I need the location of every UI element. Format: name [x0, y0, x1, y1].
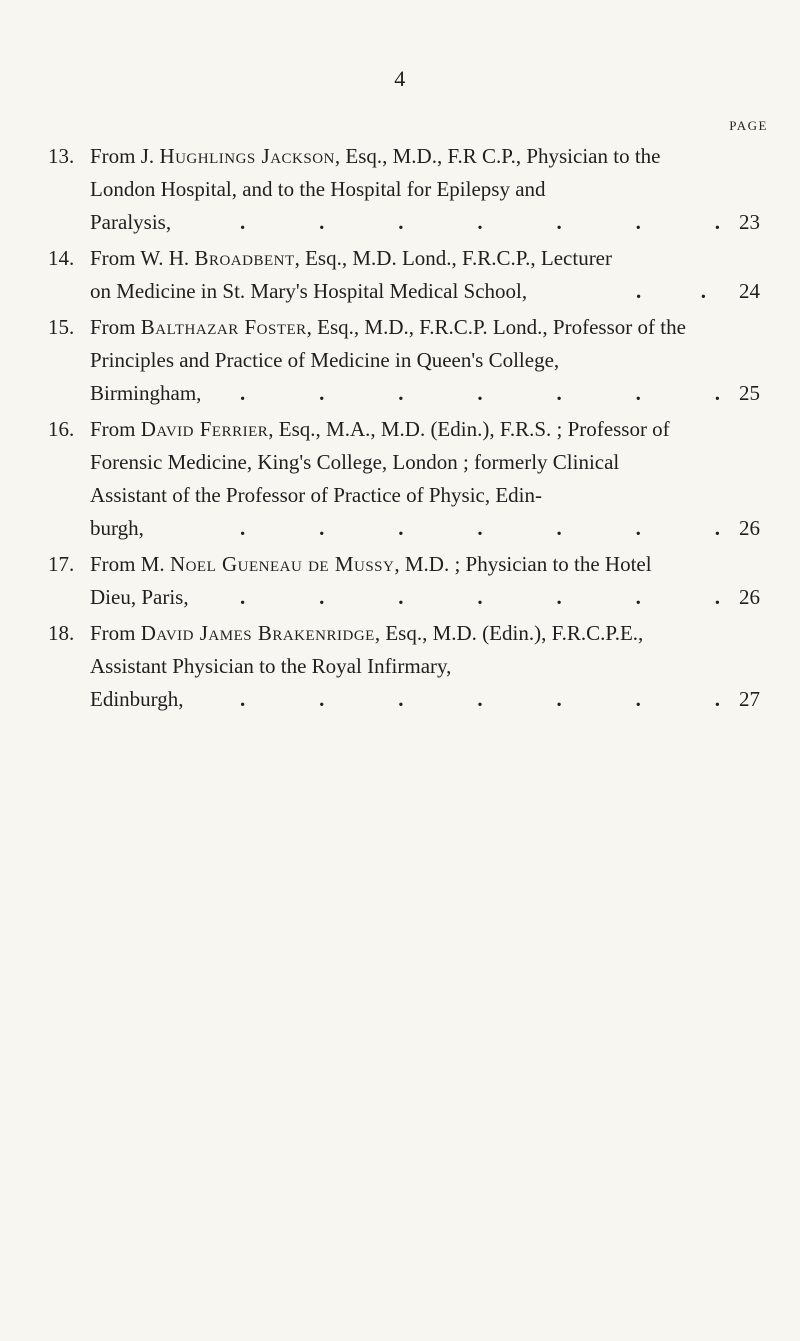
- entry-text: [90, 140, 690, 206]
- entry-description: , Esq., M.D. (Edin.), F.R.C.P.E., Assistant Physician to the Royal Infirmary,: [90, 621, 644, 678]
- entry-last-line-text: Edinburgh,: [90, 687, 184, 711]
- entry-description: , Esq., M.A., M.D. (Edin.), F.R.S. ; Professor of Forensic Medicine, King's College, London ; formerly Clinical Assistant of the Professor of Practice of Physic, Edin-: [90, 417, 670, 507]
- entry-number: 18.: [48, 621, 75, 645]
- entry-last-line-text: Dieu, Paris,: [90, 585, 189, 609]
- entry-author-name: Broadbent: [194, 246, 295, 270]
- entry-number: 17.: [48, 552, 75, 576]
- entry-page-number: 26: [739, 585, 760, 609]
- entry-author-name: David Ferrier: [140, 417, 269, 441]
- contents-entry: [0, 311, 800, 410]
- contents-entry: [0, 413, 800, 545]
- entry-last-line: [90, 581, 770, 614]
- entry-description: , Esq., M.D., F.R C.P., Physician to the London Hospital, and to the Hospital for Epilepsy and: [90, 144, 661, 201]
- entry-text: [90, 617, 690, 683]
- entry-last-line-text: on Medicine in St. Mary's Hospital Medical School,: [90, 279, 528, 303]
- entry-number: 16.: [48, 417, 75, 441]
- entry-page-number: 27: [739, 687, 760, 711]
- entry-last-line: [90, 206, 770, 239]
- page-number: 4: [394, 66, 406, 91]
- entry-author-name: David James Brakenridge: [140, 621, 375, 645]
- leader-dots: . . . . . . .: [240, 381, 720, 405]
- entry-last-line: [90, 377, 770, 410]
- entry-page-number: 24: [739, 279, 760, 303]
- entry-last-line: [90, 275, 770, 308]
- entry-last-line-text: Paralysis,: [90, 210, 172, 234]
- entry-text: [90, 548, 690, 581]
- entry-description: , Esq., M.D., F.R.C.P. Lond., Professor of the Principles and Practice of Medicine in Queen's College,: [90, 315, 686, 372]
- entry-description: , Esq., M.D. Lond., F.R.C.P., Lecturer: [294, 246, 612, 270]
- entry-number: 13.: [48, 144, 75, 168]
- leader-dots: . . . . . . .: [240, 516, 720, 540]
- page-column-label: PAGE: [729, 118, 768, 133]
- contents-entry: [0, 242, 800, 308]
- entry-prefix: From: [90, 621, 141, 645]
- entry-text: [90, 242, 690, 275]
- entry-prefix: From J.: [90, 144, 160, 168]
- entry-text: [90, 413, 690, 512]
- contents-entry: [0, 617, 800, 716]
- contents-entry: [0, 548, 800, 614]
- entry-page-number: 26: [739, 516, 760, 540]
- entry-last-line-text: Birmingham,: [90, 381, 202, 405]
- leader-dots: . . . . . . .: [240, 687, 720, 711]
- entry-author-name: Balthazar Foster: [140, 315, 307, 339]
- entry-prefix: From: [90, 417, 141, 441]
- contents-entry: [0, 140, 800, 239]
- entry-last-line-text: burgh,: [90, 516, 144, 540]
- entry-prefix: From: [90, 315, 141, 339]
- entry-author-name: Noel Gueneau de Mussy: [169, 552, 395, 576]
- contents-list: [0, 140, 800, 719]
- entry-description: , M.D. ; Physician to the Hotel: [394, 552, 652, 576]
- entry-number: 15.: [48, 315, 75, 339]
- entry-prefix: From M.: [90, 552, 170, 576]
- entry-text: [90, 311, 690, 377]
- entry-prefix: From W. H.: [90, 246, 195, 270]
- leader-dots: . . . . . . .: [240, 585, 720, 609]
- leader-dots: . . . . . . .: [240, 210, 720, 234]
- entry-last-line: [90, 512, 770, 545]
- entry-last-line: [90, 683, 770, 716]
- entry-page-number: 25: [739, 381, 760, 405]
- leader-dots: . .: [636, 279, 706, 303]
- entry-author-name: Hughlings Jackson: [159, 144, 335, 168]
- entry-number: 14.: [48, 246, 75, 270]
- entry-page-number: 23: [739, 210, 760, 234]
